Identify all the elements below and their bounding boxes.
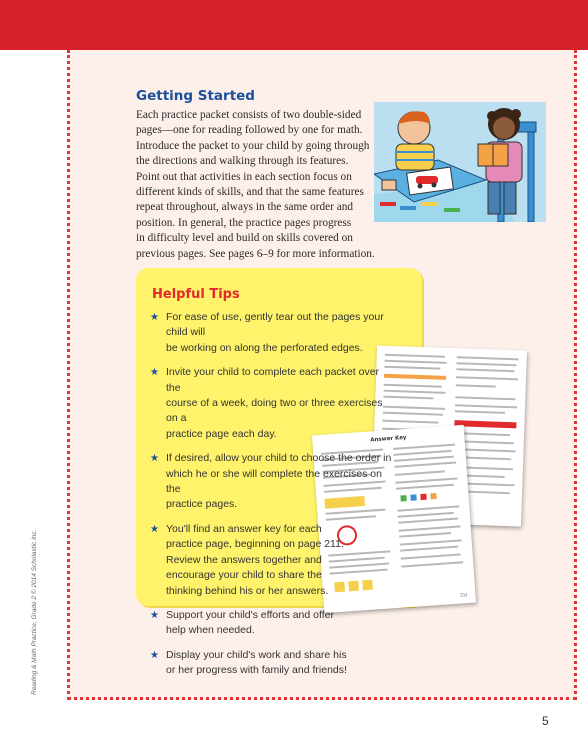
tip-line: Support your child's efforts and offer bbox=[166, 608, 334, 621]
getting-started-title: Getting Started bbox=[136, 88, 255, 104]
tip-line: or her progress with family and friends! bbox=[166, 664, 347, 677]
tip-line: encourage your child to share the bbox=[166, 569, 322, 582]
star-icon: ★ bbox=[150, 312, 159, 323]
intro-line: different kinds of skills, and that the same features bbox=[136, 186, 364, 199]
tip-line: practice page, beginning on page 211. bbox=[166, 538, 344, 551]
star-icon: ★ bbox=[150, 367, 159, 379]
tip-line: help when needed. bbox=[166, 624, 255, 637]
star-icon: ★ bbox=[150, 523, 159, 535]
intro-line: pages—one for reading followed by one for math. bbox=[136, 124, 363, 137]
tip-line: If desired, allow your child to choose the order in bbox=[166, 452, 392, 465]
tip-line: Review the answers together and bbox=[166, 553, 322, 566]
intro-line: Point out that activities in each section focus on bbox=[136, 170, 352, 183]
intro-line: previous pages. See pages 6–9 for more information. bbox=[136, 247, 375, 260]
tip-line: Display your child's work and share his bbox=[166, 648, 347, 661]
star-icon: ★ bbox=[150, 453, 159, 465]
tip-item bbox=[150, 608, 372, 639]
star-icon: ★ bbox=[150, 609, 159, 621]
tip-line: You'll find an answer key for each bbox=[166, 522, 322, 535]
answer-key-title: Answer Key bbox=[370, 434, 407, 444]
tip-item bbox=[150, 451, 396, 513]
page-number: 5 bbox=[542, 714, 549, 728]
intro-line: position. In general, the practice pages progress bbox=[136, 216, 352, 229]
tip-item bbox=[150, 310, 395, 356]
intro-line: Introduce the packet to your child by going through bbox=[136, 139, 370, 152]
children-illustration bbox=[374, 102, 546, 222]
tip-line: thinking behind his or her answers. bbox=[166, 584, 329, 597]
tip-line: course of a week, doing two or three exercises on a bbox=[166, 397, 383, 425]
tip-item bbox=[150, 648, 372, 679]
answer-key-page-number: 211 bbox=[460, 592, 468, 598]
tip-item bbox=[150, 365, 396, 442]
intro-line: the directions and walking through its features. bbox=[136, 155, 349, 168]
copyright-note: Reading & Math Practice, Grade 2 © 2014 Scholastic Inc. bbox=[31, 529, 38, 695]
tip-line: practice pages. bbox=[166, 498, 238, 511]
header-band bbox=[0, 0, 588, 50]
intro-line: in difficulty level and build on skills covered on bbox=[136, 232, 353, 245]
tip-line: For ease of use, gently tear out the pages your child will bbox=[166, 311, 384, 339]
getting-started-text bbox=[136, 108, 376, 262]
star-icon: ★ bbox=[150, 649, 159, 661]
tip-line: Invite your child to complete each packet over the bbox=[166, 366, 380, 394]
intro-line: Each practice packet consists of two double-sided bbox=[136, 109, 362, 121]
tip-line: be working on along the perforated edges. bbox=[166, 341, 363, 354]
tip-line: practice page each day. bbox=[166, 427, 277, 440]
helpful-tips-list bbox=[150, 310, 395, 688]
helpful-tips-title: Helpful Tips bbox=[152, 287, 240, 302]
tip-item bbox=[150, 522, 372, 599]
intro-line: repeat throughout, always in the same order and bbox=[136, 201, 354, 214]
tip-line: which he or she will complete the exercises on the bbox=[166, 467, 382, 496]
